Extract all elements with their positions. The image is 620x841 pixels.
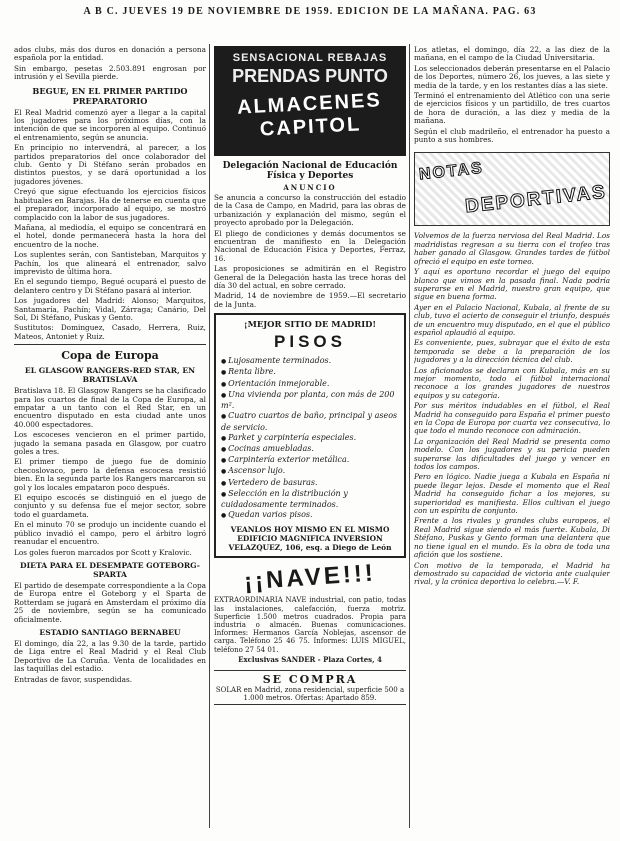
paragraph: Los jugadores del Madrid: Alonso; Marquitos, Santamaría, Pachín; Vidal, Zárraga; Canário, Del Sol, Di Stéfano, Puskas y Gento.	[14, 296, 206, 322]
paragraph: Ayer en el Palacio Nacional, Kubala, al frente de su club, tuvo el acierto de conseguir el triunfo, después de un encuentro muy disputado, en el que el público español aplaudió al equipo.	[414, 302, 610, 337]
paragraph: El primer tiempo de juego fue de dominio checoslovaco, pero la defensa escocesa resistió bien. En la segunda parte los Rangers marcaron su gol y los locales empataron poco después.	[14, 457, 206, 492]
ad-se-compra-title: SE COMPRA	[262, 672, 358, 686]
paragraph: Según el club madrileño, el entrenador ha puesto a punto a sus hombres.	[414, 126, 610, 145]
list-item: ● Ascensor lujo.	[221, 466, 399, 477]
paragraph: Volvemos de la fuerza nerviosa del Real Madrid. Los madridistas regresan a su tierra con el trofeo tras haber ganado al Glasgow. Grandes tardes de fútbol ofreció el equipo en este torneo.	[414, 231, 610, 266]
subheadline-rangers: EL GLASGOW RANGERS-RED STAR, EN BRATISLAVA	[24, 366, 196, 385]
notas-deportivas-text	[414, 232, 610, 586]
paragraph: Entradas de favor, suspendidas.	[14, 674, 133, 684]
list-item: ● Selección en la distribución y cuidadosamente terminados.	[221, 489, 399, 510]
list-item: ● Quedan varios pisos.	[221, 510, 399, 521]
paragraph: Los suplentes serán, con Santisteban, Marquitos y Pachín, los que alineará el entrenador, salvo imprevisto de última hora.	[14, 250, 206, 276]
ad-nave	[214, 559, 406, 664]
paragraph: El Real Madrid comenzó ayer a llegar a la capital los jugadores para los próximos días, con la intención de que se incorporen al equipo. Continuó el entrenamiento, según se anuncia.	[14, 107, 206, 142]
list-item: ● Carpintería exterior metálica.	[221, 455, 399, 466]
ad-pisos-title: ¡MEJOR SITIO DE MADRID!	[243, 319, 377, 330]
ad-capitol	[214, 46, 406, 156]
paragraph: Y aquí es oportuno recordar el juego del equipo blanco que vimos en la pasada final. Nada podría superarse en el Madrid, nuestro gran equipo, que sigue en buena forma.	[414, 267, 610, 302]
column-middle	[214, 46, 406, 826]
list-item: ● Cocinas amuebladas.	[221, 444, 399, 455]
article-top	[414, 46, 610, 144]
notice-anuncio: ANUNCIO	[283, 183, 337, 192]
paragraph: Mañana, al mediodía, el equipo se concentrará en el hotel, donde permanecerá hasta la hora del encuentro de la noche.	[14, 222, 206, 249]
list-item: ● Renta libre.	[221, 367, 399, 378]
paragraph: Creyó que sigue efectuando los ejercicios físicos habituales en Barajas. Ha de tenerse en cuenta que el preparador, incorporado al equipo, se mostró complacido con la labor de sus jugadores.	[14, 187, 206, 222]
column-right	[414, 46, 610, 826]
paragraph: Los escoceses vencieron en el primer partido, jugado la semana pasada en Glasgow, por cuatro goles a tres.	[14, 430, 206, 457]
intro-text	[14, 46, 206, 82]
column-rule	[409, 44, 410, 828]
paragraph: Los goles fueron marcados por Scott y Kralovic.	[14, 547, 192, 557]
ad-se-compra	[214, 670, 406, 705]
headline-copa-europa: Copa de Europa	[61, 349, 159, 363]
list-item: ● Cuatro cuartos de baño, principal y aseos de servicio.	[221, 411, 399, 432]
paragraph: Sustitutos: Dominguez, Casado, Herrera, Ruiz, Mateos, Antoniet y Ruiz.	[14, 323, 206, 341]
notas-deportivas-banner	[414, 152, 610, 226]
banner-word-notas: NOTAS	[418, 160, 485, 184]
ad-pisos	[214, 313, 406, 558]
paragraph: Los atletas, el domingo, día 22, a las diez de la mañana, en el campo de la Ciudad Universitaria.	[414, 46, 610, 63]
paragraph: En el minuto 70 se produjo un incidente cuando el público invadió el campo, pero el árbitro logró reanudar el encuentro.	[14, 520, 206, 547]
page-header: A B C. JUEVES 19 DE NOVIEMBRE DE 1959. EDICION DE LA MAÑANA. PAG. 63	[83, 6, 537, 17]
article-begue	[14, 109, 206, 342]
ad-capitol-line1: SENSACIONAL REBAJAS	[232, 52, 388, 64]
headline-begue: BEGUE, EN EL PRIMER PARTIDO PREPARATORIO	[32, 85, 188, 106]
paragraph: Terminó el entrenamiento del Atlético con una serie de ejercicios físicos y un partidillo, de tres cuartos de hora de duración, a las diez y media de la mañana.	[414, 91, 610, 126]
paragraph: La organización del Real Madrid se presenta como modelo. Con los jugadores y su pericia pueden superarse las dificultades del juego y vencer en todos los campos.	[414, 436, 610, 472]
paragraph: Frente a los rivales y grandes clubs europeos, el Real Madrid sigue siendo el más fuerte. Kubala, Di Stéfano, Puskas y Gento forman una delantera que no tiene igual en el mundo. Es la obra de toda una afición que los sostiene.	[414, 516, 610, 560]
list-item: ● Vertedero de basuras.	[221, 478, 399, 489]
paragraph: Los aficionados se declaran con Kubala, más en su mejor momento, todo el fútbol internacional reconoce a los grandes jugadores de nuestros equipos y su categoría.	[414, 365, 610, 400]
paragraph: Bratislava 18. El Glasgow Rangers se ha clasificado para los cuartos de final de la Copa de Europa, al empatar a un tanto con el Red Star, en un encuentro disputado en esta ciudad ante unos 40.000 espectadores.	[14, 386, 206, 429]
paragraph: Se anuncia a concurso la construcción del estadio de la Casa de Campo, en Madrid, para las obras de urbanización y explanación del mismo, según el proyecto aprobado por la Delegación.	[214, 193, 406, 228]
ad-capitol-line2: PRENDAS PUNTO	[232, 66, 388, 86]
notice-title: Delegación Nacional de Educación Física y Deportes	[222, 161, 398, 181]
paragraph: En principio no intervendrá, al parecer, a los partidos preparatorios del once colaborador del club. Gento y Di Stéfano serán probados en distintos puestos, y se dará oportunidad a los jugadores jóvenes.	[14, 143, 206, 186]
paragraph: Con motivo de la temporada, el Madrid ha demostrado su capacidad de victoria ante cualquier rival, y la crónica deportiva lo celebra.—V. F.	[414, 560, 610, 587]
paragraph: Las proposiciones se admitirán en el Registro General de la Delegación hasta las trece horas del día 30 del actual, en sobre cerrado.	[214, 264, 406, 291]
ad-pisos-big: PISOS	[274, 332, 346, 352]
paragraph: ados clubs, más dos duros en donación a persona española por la entidad.	[14, 46, 206, 63]
ad-pisos-footer: VEANLOS HOY MISMO EN EL MISMO EDIFICIO MAGNIFICA INVERSION VELAZQUEZ, 106, esq. a Diego de León	[228, 525, 392, 553]
paragraph: El domingo, día 22, a las 9.30 de la tarde, partido de Liga entre el Real Madrid y el Real Club Deportivo de La Coruña. Venta de localidades en las taquillas del estadio.	[14, 638, 206, 674]
paragraph: Es conveniente, pues, subrayar que el éxito de esta temporada se debe a la preparación de los jugadores y a la dirección técnica del club.	[414, 338, 610, 365]
ad-pisos-list	[221, 356, 399, 521]
paragraph: Los seleccionados deberán presentarse en el Palacio de los Deportes, número 26, los jueves, a las siete y media de la tarde, y en los restantes días a las siete.	[414, 63, 610, 90]
paragraph: Madrid, 14 de noviembre de 1959.—El secretario de la Junta.	[214, 291, 406, 309]
ad-nave-text: EXTRAORDINARIA NAVE industrial, con patio, todas las instalaciones, calefacción, fuerza motriz. Superficie 1.500 metros cuadrados. Propia para industria o almacén. Buenas comunicaciones. Informes: Hermanos García Noblejas, ascensor de carga. Teléfono 25 46 75. Informes: LUIS MIGUEL, teléfono 27 54 01.	[214, 596, 406, 654]
headline-bernabeu: ESTADIO SANTIAGO BERNABEU	[39, 627, 181, 637]
ad-nave-title: ¡¡NAVE!!!	[243, 559, 377, 596]
article-bernabeu	[14, 640, 206, 684]
article-goteborg	[14, 582, 206, 624]
paragraph: El equipo escocés se distinguió en el juego de conjunto y su defensa fue el mejor sector, sobre todo el guardameta.	[14, 493, 206, 519]
column-rule	[209, 44, 210, 828]
notice-delegacion	[214, 161, 406, 309]
ad-nave-footer: Exclusivas SANDER - Plaza Cortes, 4	[238, 654, 382, 664]
column-left	[14, 46, 206, 826]
list-item: ● Parket y carpintería especiales.	[221, 433, 399, 444]
list-item: ● Una vivienda por planta, con más de 200 m².	[221, 390, 399, 411]
paragraph: Sin embargo, pesetas 2.503.891 engrosan por intrusión y el Sevilla pierde.	[14, 63, 206, 82]
paragraph: En el segundo tiempo, Begué ocupará el puesto de delantero centro y Di Stéfano pasará al interior.	[14, 277, 206, 295]
divider	[14, 344, 206, 345]
paragraph: El partido de desempate correspondiente a la Copa de Europa entre el Goteborg y el Sparta de Rotterdam se jugará en Amsterdam el próximo día 25 de noviembre, según se ha comunicado oficialmente.	[14, 580, 206, 624]
banner-word-deportivas: DEPORTIVAS	[464, 182, 608, 218]
paragraph: Por sus méritos indudables en el fútbol, el Real Madrid ha conseguido para España el primer puesto en la Copa de Europa por cuarta vez consecutiva, lo que todo el mundo reconoce con admiración.	[414, 401, 610, 436]
list-item: ● Lujosamente terminados.	[221, 356, 399, 367]
headline-goteborg: DIETA PARA EL DESEMPATE GOTEBORG-SPARTA	[20, 560, 200, 579]
notice-body	[214, 194, 406, 309]
list-item: ● Orientación inmejorable.	[221, 379, 399, 390]
ad-capitol-line3: ALMACENES CAPITOL	[236, 89, 383, 141]
paragraph: El pliego de condiciones y demás documentos se encuentran de manifiesto en la Delegación Nacional de Educación Física y Deportes, Ferraz, 16.	[214, 228, 406, 263]
ad-se-compra-text: SOLAR en Madrid, zona residencial, superficie 500 a 1.000 metros. Ofertas: Apartado 859.	[215, 685, 405, 703]
article-rangers	[14, 387, 206, 557]
paragraph: Pero en lógico. Nadie juega a Kubala en España ni puede llegar lejos. Desde el momento que el Real Madrid ha conseguido fichar a los mejores, su superioridad es manifiesta. Ellos cultivan el juego con un espíritu de conjunto.	[414, 472, 610, 516]
